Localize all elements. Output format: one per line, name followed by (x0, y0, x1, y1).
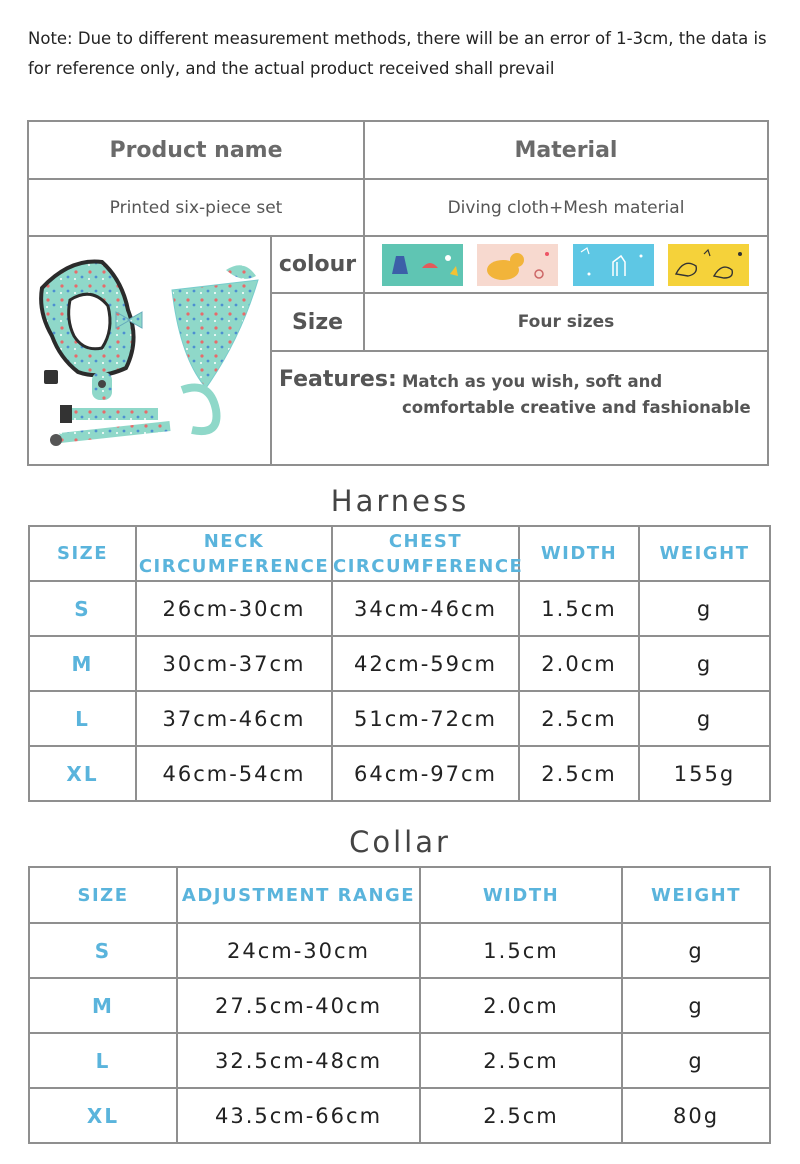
material-value: Diving cloth+Mesh material (447, 197, 685, 218)
swatch-yellow-pattern (668, 244, 749, 286)
harness-neck-cell: 30cm-37cm (136, 636, 332, 691)
harness-chest-cell: 64cm-97cm (332, 746, 519, 801)
harness-weight-cell: g (639, 691, 770, 746)
colour-label: colour (278, 252, 357, 277)
collar-header-size: SIZE (29, 867, 177, 923)
colour-swatch-blue[interactable] (573, 244, 654, 286)
collar-weight-cell: g (622, 923, 770, 978)
harness-header-chest: CHEST CIRCUMFERENCE (332, 526, 519, 581)
collar-width-cell: 1.5cm (420, 923, 622, 978)
harness-size-cell: L (29, 691, 136, 746)
harness-header-size: SIZE (29, 526, 136, 581)
harness-header-neck: NECK CIRCUMFERENCE (136, 526, 332, 581)
harness-size-cell: M (29, 636, 136, 691)
collar-size-cell: L (29, 1033, 177, 1088)
harness-width-cell: 1.5cm (519, 581, 639, 636)
table-row (29, 923, 770, 978)
product-name-header: Product name (109, 137, 283, 163)
table-row (29, 746, 770, 801)
colour-swatch-green[interactable] (382, 244, 463, 286)
product-image (30, 240, 268, 462)
size-label: Size (291, 309, 344, 335)
table-row (29, 1088, 770, 1143)
harness-header-weight: WEIGHT (639, 526, 770, 581)
harness-weight-cell: 155g (639, 746, 770, 801)
swatch-blue-pattern (573, 244, 654, 286)
collar-range-cell: 32.5cm-48cm (177, 1033, 420, 1088)
size-value: Four sizes (517, 312, 615, 332)
material-header: Material (514, 137, 618, 163)
collar-weight-cell: 80g (622, 1088, 770, 1143)
table-row (29, 978, 770, 1033)
collar-size-cell: M (29, 978, 177, 1033)
harness-width-cell: 2.0cm (519, 636, 639, 691)
harness-header-row (29, 526, 770, 581)
collar-range-cell: 24cm-30cm (177, 923, 420, 978)
features-label: Features: (279, 367, 397, 392)
collar-size-cell: S (29, 923, 177, 978)
collar-width-cell: 2.5cm (420, 1033, 622, 1088)
harness-header-width: WIDTH (519, 526, 639, 581)
harness-chest-cell: 51cm-72cm (332, 691, 519, 746)
harness-weight-cell: g (639, 636, 770, 691)
collar-table (28, 866, 771, 1144)
collar-width-cell: 2.0cm (420, 978, 622, 1033)
collar-range-cell: 27.5cm-40cm (177, 978, 420, 1033)
swatch-green-pattern (382, 244, 463, 286)
harness-neck-cell: 26cm-30cm (136, 581, 332, 636)
harness-size-cell: XL (29, 746, 136, 801)
measurement-note: Note: Due to different measurement methods, there will be an error of 1-3cm, the data is for reference only, and the actual product received shall prevail (28, 29, 767, 78)
harness-neck-cell: 46cm-54cm (136, 746, 332, 801)
harness-neck-cell: 37cm-46cm (136, 691, 332, 746)
collar-size-cell: XL (29, 1088, 177, 1143)
pet-set-illustration (30, 240, 268, 462)
features-text: Match as you wish, soft and comfortable creative and fashionable (402, 372, 751, 417)
collar-weight-cell: g (622, 978, 770, 1033)
harness-title: Harness (330, 484, 470, 518)
table-row (29, 581, 770, 636)
harness-chest-cell: 42cm-59cm (332, 636, 519, 691)
collar-title: Collar (349, 825, 451, 859)
collar-weight-cell: g (622, 1033, 770, 1088)
collar-header-row (29, 867, 770, 923)
harness-size-cell: S (29, 581, 136, 636)
harness-width-cell: 2.5cm (519, 746, 639, 801)
collar-header-width: WIDTH (420, 867, 622, 923)
table-row (29, 636, 770, 691)
table-row (29, 1033, 770, 1088)
harness-chest-cell: 34cm-46cm (332, 581, 519, 636)
swatch-pink-pattern (477, 244, 558, 286)
colour-swatch-yellow[interactable] (668, 244, 749, 286)
table-row (29, 691, 770, 746)
harness-table (28, 525, 771, 802)
collar-width-cell: 2.5cm (420, 1088, 622, 1143)
harness-width-cell: 2.5cm (519, 691, 639, 746)
harness-weight-cell: g (639, 581, 770, 636)
collar-header-weight: WEIGHT (622, 867, 770, 923)
collar-header-range: ADJUSTMENT RANGE (177, 867, 420, 923)
colour-swatch-pink[interactable] (477, 244, 558, 286)
product-name-value: Printed six-piece set (109, 197, 283, 218)
collar-range-cell: 43.5cm-66cm (177, 1088, 420, 1143)
